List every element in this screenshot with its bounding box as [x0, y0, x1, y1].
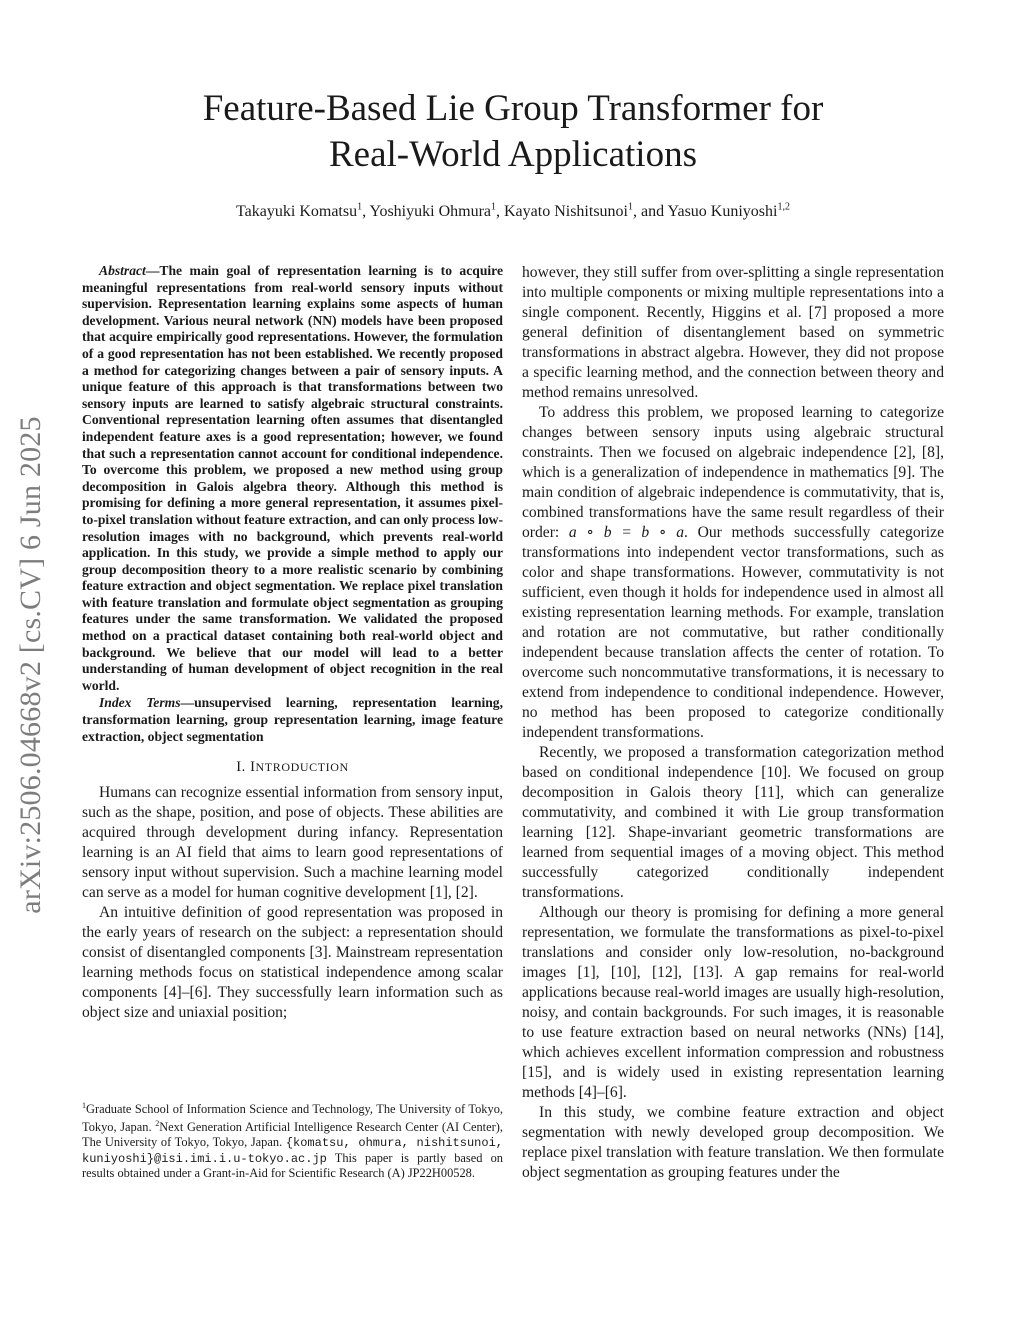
author: Kayato Nishitsunoi$^1$, and — [504, 202, 668, 221]
author: Yasuo Kuniyoshi$^{1,2}$ — [667, 202, 790, 221]
abstract: Abstract—The main goal of representation learning is to acquire meaningful representations from real-world sensory inputs without supervision. Representation learning explains some aspects of human development. Various neural network (NN) models have been proposed that acquire empirically good representations. However, the formulation of a good representation has not been established. We recently proposed a method for categorizing changes between a pair of sensory inputs. A unique feature of this approach is that transformations between two sensory inputs are learned to satisfy algebraic structural constraints. Conventional representation learning often assumes that disentangled independent feature axes is a good representation; however, we found that such a representation cannot account for conditional independence. To overcome this problem, we proposed a new method using group decomposition in Galois algebra theory. Although this method is promising for defining a more general representation, it assumes pixel-to-pixel translation without feature extraction, and can only process low-resolution images with no background, which prevents real-world application. In this study, we provide a simple method to apply our group decomposition theory to a more realistic scenario by combining feature extraction and object segmentation. We replace pixel translation with feature translation and formulate object segmentation as grouping features under the same transformation. We validated the proposed method on a practical dataset containing both real-world object and background. We believe that our model will lead to a better understanding of human development of object recognition in the real world. — [82, 263, 503, 693]
author-list — [120, 202, 906, 221]
affiliation-footnote: $^1$Graduate School of Information Science and Technology, The University of Tokyo, Tokyo, Japan. $^2$Next Generation Artificial Intelligence Research Center (AI Center), The University of Tokyo, Tokyo, Japan. {komatsu, ohmura, nishitsunoi, kuniyoshi}@isi.imi.i.u-tokyo.ac.jp This paper is partly based on results obtained under a Grant-in-Aid for Scientific Research (A) JP22H00528. — [82, 1101, 503, 1181]
left-column — [82, 263, 503, 1023]
intro-paragraph-6: In this study, we combine feature extraction and object segmentation with newly developed group decomposition. We replace pixel translation with feature translation. We then formulate object segmentation as grouping features under the — [522, 1104, 944, 1181]
paper-title — [120, 86, 906, 178]
title-line-2: Real-World Applications — [329, 134, 697, 175]
index-terms-label: Index Terms — [99, 695, 181, 711]
intro-paragraph-5: Although our theory is promising for defining a more general representation, we formulate the transformations as pixel-to-pixel translations and consider only low-resolution, no-background images [1], [10], [12], [13]. A gap remains for real-world applications because real-world images are usually high-resolution, noisy, and contain backgrounds. For such images, it is reasonable to use feature extraction based on neural networks (NNs) [14], which achieves excellent information compression and robustness [15], and is widely used in existing representation learning methods [4]–[6]. — [522, 904, 944, 1101]
author: Yoshiyuki Ohmura$^1$, — [369, 202, 504, 221]
intro-paragraph-4: Recently, we proposed a transformation categorization method based on conditional independence [10]. We focused on group decomposition in Galois theory [11], which can generalize commutativity, and combined it with Lie group transformation learning [12]. Shape-invariant geometric transformations are learned from sequential images of a moving object. This method successfully categorized conditionally independent transformations. — [522, 744, 944, 901]
intro-paragraph-3: To address this problem, we proposed learning to categorize changes between sensory inputs using algebraic structural constraints. Then we focused on algebraic independence [2], [8], which is a generalization of independence in mathematics [9]. The main condition of algebraic independence is commutativity, that is, combined transformations have the same result regardless of their order: a ∘ b = b ∘ a. Our methods successfully categorize transformations into independent vector transformations, such as color and shape transformations. However, commutativity is not sufficient, even though it holds for independence used in almost all existing representation learning methods. For example, translation and rotation are not commutative, but rather conditionally independent because translation affects the center of rotation. To overcome such noncommutative transformations, it is necessary to extend from independence to conditional independence. However, no method has been proposed to categorize conditionally independent transformations. — [522, 404, 944, 741]
abstract-label: Abstract — [99, 263, 146, 278]
arxiv-identifier: arXiv:2506.04668v2 [cs.CV] 6 Jun 2025 — [14, 416, 47, 914]
author-emails: {komatsu, ohmura, nishitsunoi, kuniyoshi}@isi.imi.i.u-tokyo.ac.jp — [82, 1135, 503, 1166]
right-column — [522, 263, 944, 1183]
index-terms-text: unsupervised learning, representation learning, transformation learning, group representation learning, image feature extraction, object segmentation — [82, 695, 503, 744]
arxiv-side-stamp — [6, 380, 56, 950]
commutativity-equation: a ∘ b = b ∘ a — [568, 524, 684, 541]
abstract-text: The main goal of representation learning is to acquire meaningful representations from real-world sensory inputs without supervision. Representation learning explains some aspects of human development. Various neural network (NN) models have been proposed that acquire empirically good representations. However, the formulation of a good representation has not been established. We recently proposed a method for categorizing changes between a pair of sensory inputs. A unique feature of this approach is that transformations between two sensory inputs are learned to satisfy algebraic structural constraints. Conventional representation learning often assumes that disentangled independent feature axes is a good representation; however, we found that such a representation cannot account for conditional independence. To overcome this problem, we proposed a new method using group decomposition in Galois algebra theory. Although this method is promising for defining a more general representation, it assumes pixel-to-pixel translation without feature extraction, and can only process low-resolution images with no background, which prevents real-world application. In this study, we provide a simple method to apply our group decomposition theory to a more realistic scenario by combining feature extraction and object segmentation. We replace pixel translation with feature translation and formulate object segmentation as grouping features under the same transformation. We validated the proposed method on a practical dataset containing both real-world object and background. We believe that our model will lead to a better understanding of human development of object recognition in the real world. — [82, 263, 503, 693]
title-line-1: Feature-Based Lie Group Transformer for — [202, 88, 824, 129]
intro-paragraph-2: An intuitive definition of good representation was proposed in the early years of research on the subject: a representation should consist of disentangled components [3]. Mainstream representation learning methods focus on statistical independence among scalar components [4]–[6]. They successfully learn information such as object size and uniaxial position; — [82, 904, 503, 1022]
intro-paragraph-1: Humans can recognize essential information from sensory input, such as the shape, position, and pose of objects. These abilities are acquired through development during infancy. Representation learning is an AI field that aims to learn good representations of sensory input without supervision. Such a machine learning model can serve as a model for human cognitive development [1], [2]. — [82, 784, 503, 902]
index-terms: Index Terms—unsupervised learning, representation learning, transformation learning, group representation learning, image feature extraction, object segmentation — [82, 695, 503, 744]
intro-paragraph-continued: however, they still suffer from over-splitting a single representation into multiple components or mixing multiple representations into a single component. Recently, Higgins et al. [7] proposed a more general definition of disentanglement based on symmetric transformations in abstract algebra. However, they did not propose a specific learning method, and the connection between theory and method remains unresolved. — [522, 264, 944, 401]
section-heading-introduction: I. INTRODUCTION — [236, 759, 349, 776]
author: Takayuki Komatsu$^1$, — [236, 202, 370, 221]
